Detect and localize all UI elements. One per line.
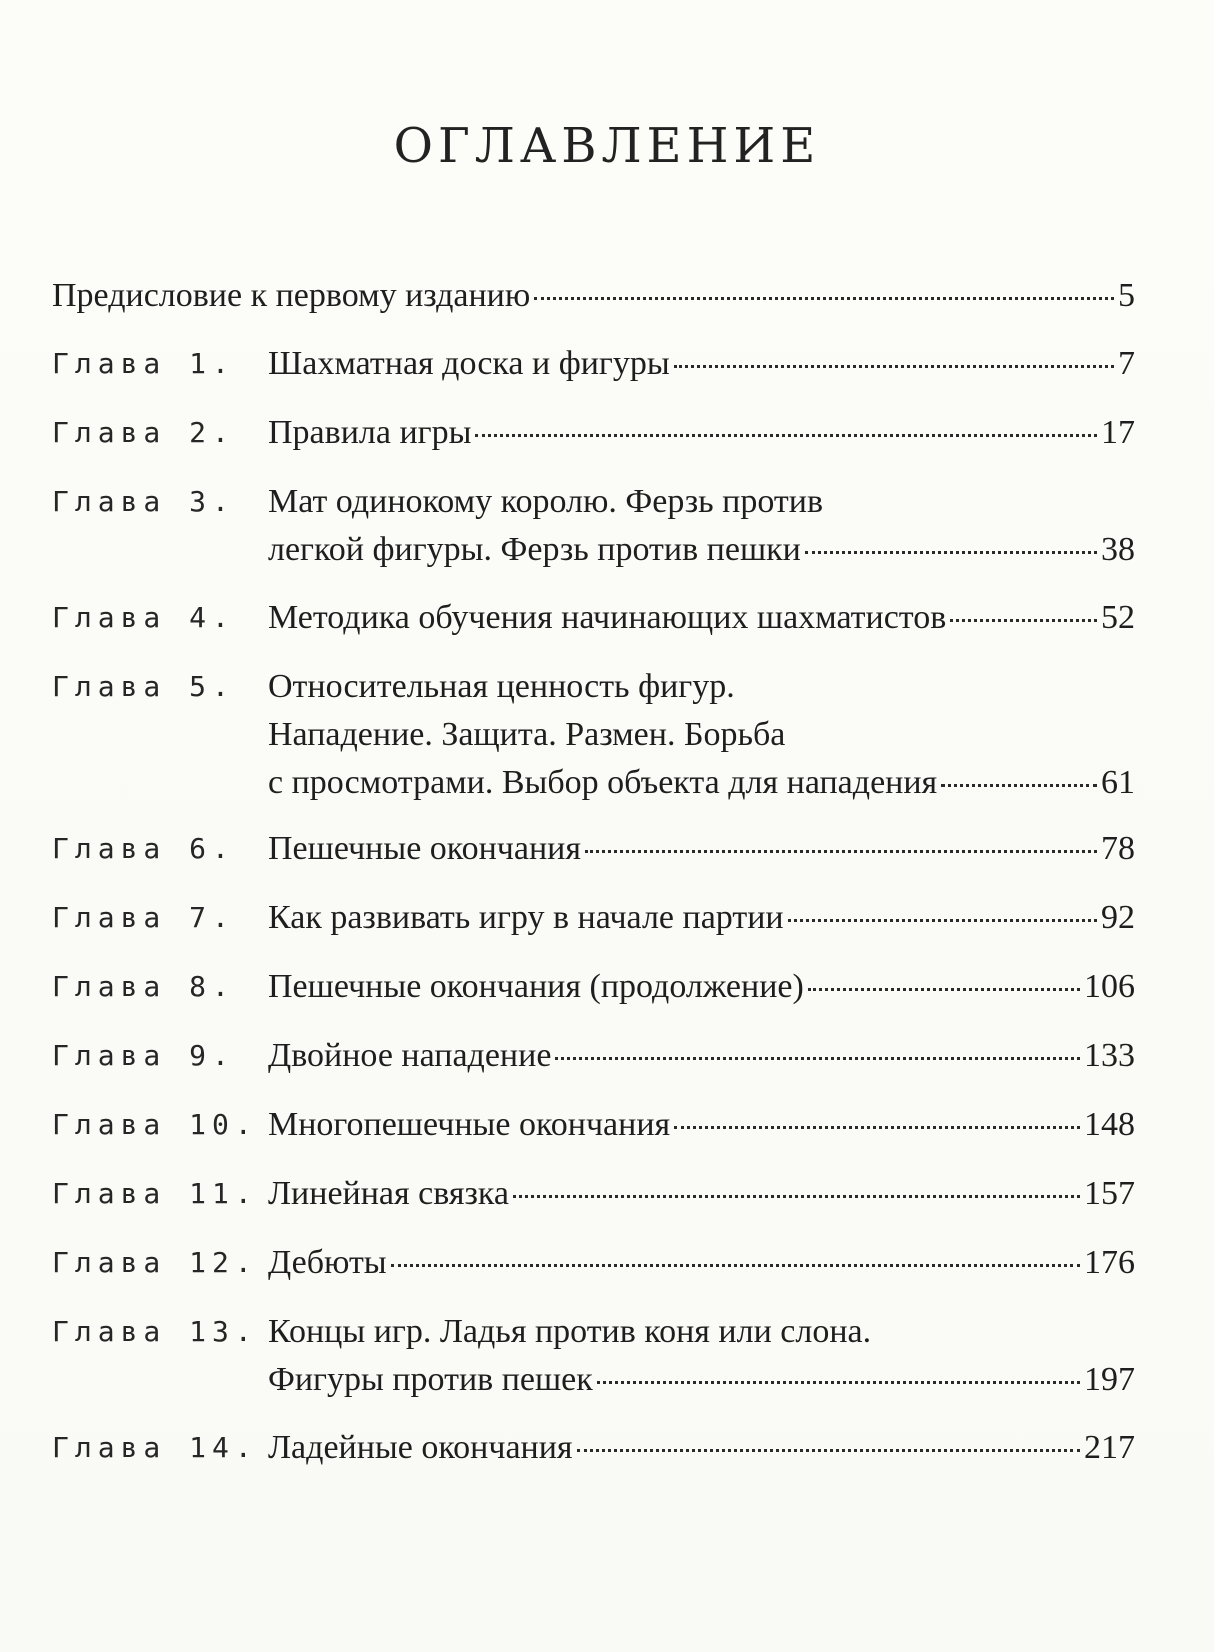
chapter-title-block bbox=[268, 1308, 1135, 1404]
chapter-number: Глава 5. bbox=[52, 670, 235, 703]
chapter-title-block bbox=[268, 594, 1135, 642]
chapter-page-number: 217 bbox=[1084, 1429, 1135, 1466]
chapter-title-block bbox=[268, 1170, 1135, 1218]
chapter-page-number: 148 bbox=[1084, 1106, 1135, 1143]
dot-leader bbox=[674, 1126, 1080, 1129]
chapter-title-line bbox=[268, 478, 1135, 526]
preface-page-number: 5 bbox=[1118, 277, 1135, 314]
chapter-page-number: 17 bbox=[1101, 414, 1135, 451]
toc-preface-row bbox=[52, 272, 1135, 320]
chapter-number: Глава 7. bbox=[52, 901, 235, 934]
chapter-page-number: 106 bbox=[1084, 968, 1135, 1005]
chapter-page-number: 92 bbox=[1101, 899, 1135, 936]
chapter-title-text: Дебюты bbox=[268, 1244, 387, 1281]
chapter-title-line bbox=[268, 825, 1135, 873]
chapter-title-block bbox=[268, 1424, 1135, 1472]
chapter-title-text: Концы игр. Ладья против коня или слона. bbox=[268, 1313, 872, 1350]
chapter-title-text: Двойное нападение bbox=[268, 1037, 552, 1074]
chapter-title-text: с просмотрами. Выбор объекта для нападения bbox=[268, 764, 938, 801]
chapter-title-block bbox=[268, 478, 1135, 574]
dot-leader bbox=[513, 1195, 1080, 1198]
dot-leader bbox=[577, 1449, 1080, 1452]
toc-preface-entry bbox=[52, 272, 1135, 320]
chapter-page-number: 78 bbox=[1101, 830, 1135, 867]
chapter-title-text: Как развивать игру в начале партии bbox=[268, 899, 784, 936]
dot-leader bbox=[674, 365, 1114, 368]
page-title: ОГЛАВЛЕНИЕ bbox=[393, 118, 821, 174]
chapter-title-text: Правила игры bbox=[268, 414, 472, 451]
chapter-title-text: Методика обучения начинающих шахматистов bbox=[268, 599, 947, 636]
chapter-title-line bbox=[268, 963, 1135, 1011]
chapter-page-number: 38 bbox=[1101, 531, 1135, 568]
chapter-title-block bbox=[268, 663, 1135, 807]
chapter-title-line bbox=[268, 526, 1135, 574]
chapter-number: Глава 4. bbox=[52, 601, 235, 634]
dot-leader bbox=[597, 1381, 1080, 1384]
chapter-title-text: Пешечные окончания bbox=[268, 830, 582, 867]
chapter-title-line bbox=[268, 1170, 1135, 1218]
dot-leader bbox=[950, 619, 1097, 622]
chapter-title-block bbox=[268, 825, 1135, 873]
chapter-title-line bbox=[268, 1356, 1135, 1404]
chapter-number: Глава 3. bbox=[52, 485, 235, 518]
chapter-title-line bbox=[268, 1239, 1135, 1287]
chapter-number: Глава 11. bbox=[52, 1177, 258, 1210]
chapter-number: Глава 8. bbox=[52, 970, 235, 1003]
chapter-title-line bbox=[268, 1308, 1135, 1356]
chapter-title-line bbox=[268, 409, 1135, 457]
chapter-title-text: Многопешечные окончания bbox=[268, 1106, 671, 1143]
chapter-title-line bbox=[268, 340, 1135, 388]
dot-leader bbox=[585, 850, 1097, 853]
chapter-title-text: Линейная связка bbox=[268, 1175, 510, 1212]
chapter-page-number: 7 bbox=[1118, 345, 1135, 382]
dot-leader bbox=[391, 1264, 1080, 1267]
chapter-title-line bbox=[268, 759, 1135, 807]
chapter-title-text: Нападение. Защита. Размен. Борьба bbox=[268, 716, 786, 753]
chapter-title-block bbox=[268, 409, 1135, 457]
chapter-page-number: 52 bbox=[1101, 599, 1135, 636]
chapter-title-block bbox=[268, 1239, 1135, 1287]
chapter-title-text: Пешечные окончания (продолжение) bbox=[268, 968, 804, 1005]
chapter-title-line bbox=[268, 594, 1135, 642]
chapter-page-number: 61 bbox=[1101, 764, 1135, 801]
dot-leader bbox=[555, 1057, 1080, 1060]
chapter-title-text: легкой фигуры. Ферзь против пешки bbox=[268, 531, 801, 568]
chapter-title-block bbox=[268, 963, 1135, 1011]
chapter-number: Глава 1. bbox=[52, 347, 235, 380]
chapter-title-line bbox=[268, 663, 1135, 711]
chapter-title-text: Относительная ценность фигур. bbox=[268, 668, 735, 705]
chapter-page-number: 197 bbox=[1084, 1361, 1135, 1398]
chapter-title-text: Ладейные окончания bbox=[268, 1429, 573, 1466]
preface-title: Предисловие к первому изданию bbox=[52, 277, 531, 314]
chapter-page-number: 133 bbox=[1084, 1037, 1135, 1074]
dot-leader bbox=[941, 784, 1097, 787]
chapter-title-block bbox=[268, 894, 1135, 942]
dot-leader bbox=[475, 434, 1097, 437]
chapter-title-line bbox=[268, 1101, 1135, 1149]
chapter-number: Глава 12. bbox=[52, 1246, 258, 1279]
chapter-title-block bbox=[268, 1032, 1135, 1080]
dot-leader bbox=[788, 919, 1097, 922]
chapter-number: Глава 9. bbox=[52, 1039, 235, 1072]
dot-leader bbox=[808, 988, 1080, 991]
chapter-title-text: Мат одинокому королю. Ферзь против bbox=[268, 483, 824, 520]
chapter-title-line bbox=[268, 894, 1135, 942]
chapter-number: Глава 6. bbox=[52, 832, 235, 865]
chapter-title-line bbox=[268, 711, 1135, 759]
chapter-number: Глава 14. bbox=[52, 1431, 258, 1464]
chapter-title-line bbox=[268, 1032, 1135, 1080]
dot-leader bbox=[534, 297, 1114, 300]
dot-leader bbox=[805, 551, 1097, 554]
chapter-title-block bbox=[268, 1101, 1135, 1149]
chapter-number: Глава 13. bbox=[52, 1315, 258, 1348]
chapter-title-block bbox=[268, 340, 1135, 388]
chapter-page-number: 157 bbox=[1084, 1175, 1135, 1212]
chapter-number: Глава 2. bbox=[52, 416, 235, 449]
chapter-title-text: Фигуры против пешек bbox=[268, 1361, 593, 1398]
chapter-title-text: Шахматная доска и фигуры bbox=[268, 345, 670, 382]
chapter-page-number: 176 bbox=[1084, 1244, 1135, 1281]
chapter-number: Глава 10. bbox=[52, 1108, 258, 1141]
chapter-title-line bbox=[268, 1424, 1135, 1472]
